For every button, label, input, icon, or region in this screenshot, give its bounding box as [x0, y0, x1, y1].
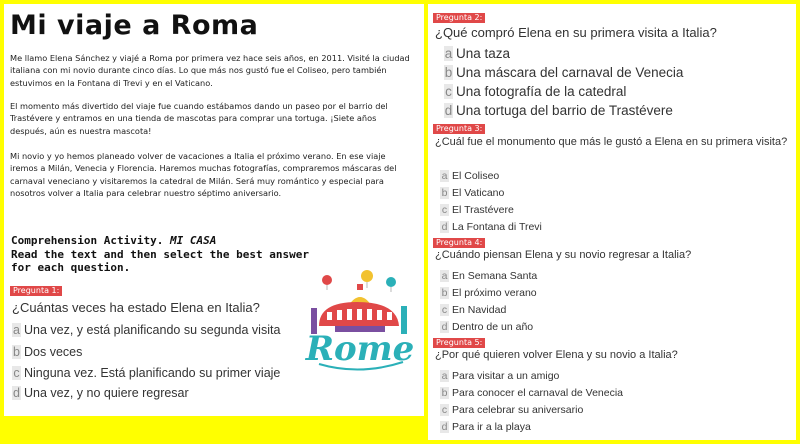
option-letter: c	[445, 84, 452, 99]
q4-option-a[interactable]	[440, 270, 537, 282]
option-label: Para visitar a un amigo	[452, 370, 560, 382]
option-label: En Navidad	[452, 304, 507, 316]
story-paragraph-3: Mi novio y yo hemos planeado volver de vacaciones a Italia el próximo verano. En ese viaje iremos a Milán, Venecia y Florencia. Haremos muchas fotografías, compraremos máscaras del carnaval veneciano y visitaremos la catedral de Milán. Será muy romántico y especial para nosotros volver a Italia para celebrar nuestro séptimo aniversario.	[10, 151, 397, 199]
option-label: El próximo verano	[452, 287, 537, 299]
q5-option-b[interactable]	[440, 387, 623, 399]
option-label: Una máscara del carnaval de Venecia	[456, 65, 684, 80]
option-letter: a	[441, 370, 448, 382]
question-2-tag: Pregunta 2:	[433, 13, 485, 23]
option-letter: b	[13, 345, 20, 359]
q3-option-d[interactable]	[440, 221, 542, 233]
option-letter: c	[441, 204, 448, 216]
rome-logo-art	[305, 268, 415, 378]
option-label: Para conocer el carnaval de Venecia	[452, 387, 624, 399]
activity-title-emphasis: MI CASA	[169, 234, 217, 247]
q4-option-b[interactable]	[440, 287, 537, 299]
question-5-text: ¿Por qué quieren volver Elena y su novio a Italia?	[435, 349, 678, 361]
q1-option-c[interactable]	[12, 366, 280, 380]
option-letter: d	[444, 103, 453, 118]
option-letter: a	[441, 270, 448, 282]
q2-option-c[interactable]	[444, 84, 626, 99]
option-label: El Vaticano	[452, 187, 505, 199]
option-letter: b	[441, 187, 448, 199]
option-label: Ninguna vez. Está planificando su primer viaje	[24, 366, 281, 380]
q4-option-c[interactable]	[440, 304, 506, 316]
q2-option-d[interactable]	[444, 103, 673, 118]
question-1-text: ¿Cuántas veces ha estado Elena en Italia?	[12, 300, 260, 315]
option-letter: b	[441, 287, 448, 299]
rome-logo	[305, 268, 415, 378]
option-letter: a	[13, 323, 20, 337]
option-letter: d	[441, 221, 448, 233]
q2-option-b[interactable]	[444, 65, 683, 80]
option-label: Una vez, y no quiere regresar	[24, 386, 189, 400]
option-letter: d	[13, 386, 20, 400]
option-label: En Semana Santa	[452, 270, 538, 282]
option-letter: d	[441, 321, 448, 333]
option-label: Una tortuga del barrio de Trastévere	[456, 103, 673, 118]
option-letter: c	[13, 366, 20, 380]
question-4-text: ¿Cuándo piensan Elena y su novio regresar a Italia?	[435, 249, 692, 261]
option-letter: a	[444, 46, 453, 61]
activity-title-prefix: Comprehension Activity.	[11, 234, 164, 247]
q2-option-a[interactable]	[444, 46, 510, 61]
question-5-tag: Pregunta 5:	[433, 338, 485, 348]
q3-option-a[interactable]	[440, 170, 499, 182]
q3-option-b[interactable]	[440, 187, 504, 199]
activity-instructions: Read the text and then select the best answer for each question.	[11, 248, 310, 274]
option-label: Una vez, y está planificando su segunda visita	[24, 323, 281, 337]
option-letter: b	[444, 65, 453, 80]
option-letter: b	[441, 387, 448, 399]
rome-logo-text: Rome	[305, 329, 415, 369]
q5-option-d[interactable]	[440, 421, 531, 433]
story-paragraph-1: Me llamo Elena Sánchez y viajé a Roma por primera vez hace seis años, en 2011. Visité la ciudad italiana con mi novio durante cinco días. Lo que más nos gustó fue el Coliseo, pero también estuvimos en la Fontana di Trevi y en el Vaticano.	[10, 53, 410, 88]
story-paragraph-2: El momento más divertido del viaje fue cuando estábamos dando un paseo por el barrio del Trastévere y entramos en una tienda de mascotas para comprar una tortuga. ¡Siete años después, aún es nuestra mascota!	[10, 101, 388, 136]
option-label: Dentro de un año	[452, 321, 534, 333]
option-letter: d	[441, 421, 448, 433]
question-1-tag: Pregunta 1:	[10, 286, 62, 296]
question-3-tag: Pregunta 3:	[433, 124, 485, 134]
option-letter: c	[441, 404, 448, 416]
option-label: El Trastévere	[452, 204, 514, 216]
story-title: Mi viaje a Roma	[10, 10, 259, 41]
option-label: La Fontana di Trevi	[452, 221, 542, 233]
q1-option-d[interactable]	[12, 386, 189, 400]
option-label: Una fotografía de la catedral	[456, 84, 627, 99]
question-4-tag: Pregunta 4:	[433, 238, 485, 248]
option-label: Para celebrar su aniversario	[452, 404, 584, 416]
q5-option-c[interactable]	[440, 404, 583, 416]
question-2-text: ¿Qué compró Elena en su primera visita a Italia?	[435, 25, 717, 40]
option-label: Una taza	[456, 46, 511, 61]
option-label: Para ir a la playa	[452, 421, 531, 433]
q1-option-a[interactable]	[12, 323, 280, 337]
q4-option-d[interactable]	[440, 321, 533, 333]
q5-option-a[interactable]	[440, 370, 559, 382]
q3-option-c[interactable]	[440, 204, 514, 216]
option-letter: c	[441, 304, 448, 316]
question-3-text: ¿Cuál fue el monumento que más le gustó a Elena en su primera visita?	[435, 136, 788, 148]
activity-title	[11, 234, 216, 247]
option-label: El Coliseo	[452, 170, 500, 182]
option-label: Dos veces	[24, 345, 83, 359]
q1-option-b[interactable]	[12, 345, 82, 359]
option-letter: a	[441, 170, 448, 182]
